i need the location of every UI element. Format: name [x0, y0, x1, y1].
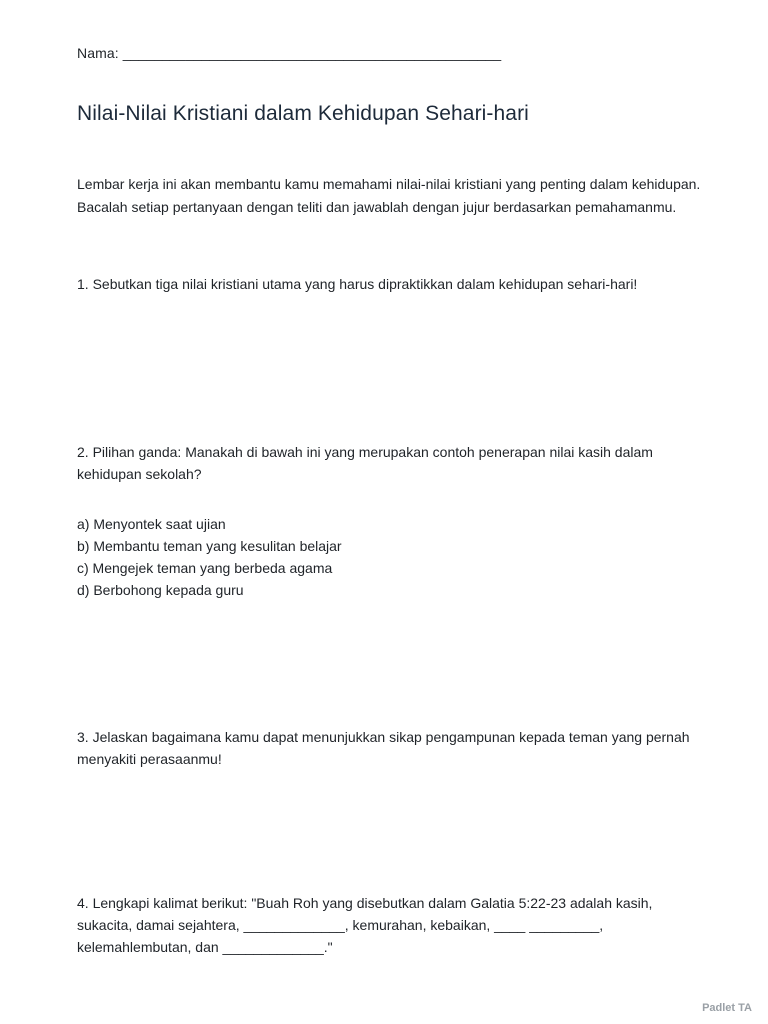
- question-4: 4. Lengkapi kalimat berikut: "Buah Roh yang disebutkan dalam Galatia 5:22-23 adalah kasih, sukacita, damai sejahtera, _____________, kemurahan, kebaikan, ____ _________, kelemahlembutan, dan _____________.": [77, 895, 653, 955]
- question-3: 3. Jelaskan bagaimana kamu dapat menunjukkan sikap pengampunan kepada teman yang pernah menyakiti perasaanmu!: [77, 729, 690, 767]
- option-d: d) Berbohong kepada guru: [77, 582, 244, 598]
- option-b: b) Membantu teman yang kesulitan belajar: [77, 538, 342, 554]
- question-2-options: [77, 513, 342, 601]
- name-field-line: Nama: ________________________________________________: [77, 45, 502, 61]
- option-c: c) Mengejek teman yang berbeda agama: [77, 560, 333, 576]
- question-1: 1. Sebutkan tiga nilai kristiani utama yang harus dipraktikkan dalam kehidupan sehari-hari!: [77, 276, 638, 292]
- page-title: Nilai-Nilai Kristiani dalam Kehidupan Sehari-hari: [77, 102, 529, 125]
- intro-paragraph: Lembar kerja ini akan membantu kamu memahami nilai-nilai kristiani yang penting dalam kehidupan. Bacalah setiap pertanyaan dengan teliti dan jawablah dengan jujur berdasarkan pemahamanmu.: [77, 176, 701, 215]
- footer-brand: Padlet TA: [702, 1002, 752, 1014]
- question-2: 2. Pilihan ganda: Manakah di bawah ini yang merupakan contoh penerapan nilai kasih dalam kehidupan sekolah?: [77, 444, 653, 482]
- option-a: a) Menyontek saat ujian: [77, 516, 226, 532]
